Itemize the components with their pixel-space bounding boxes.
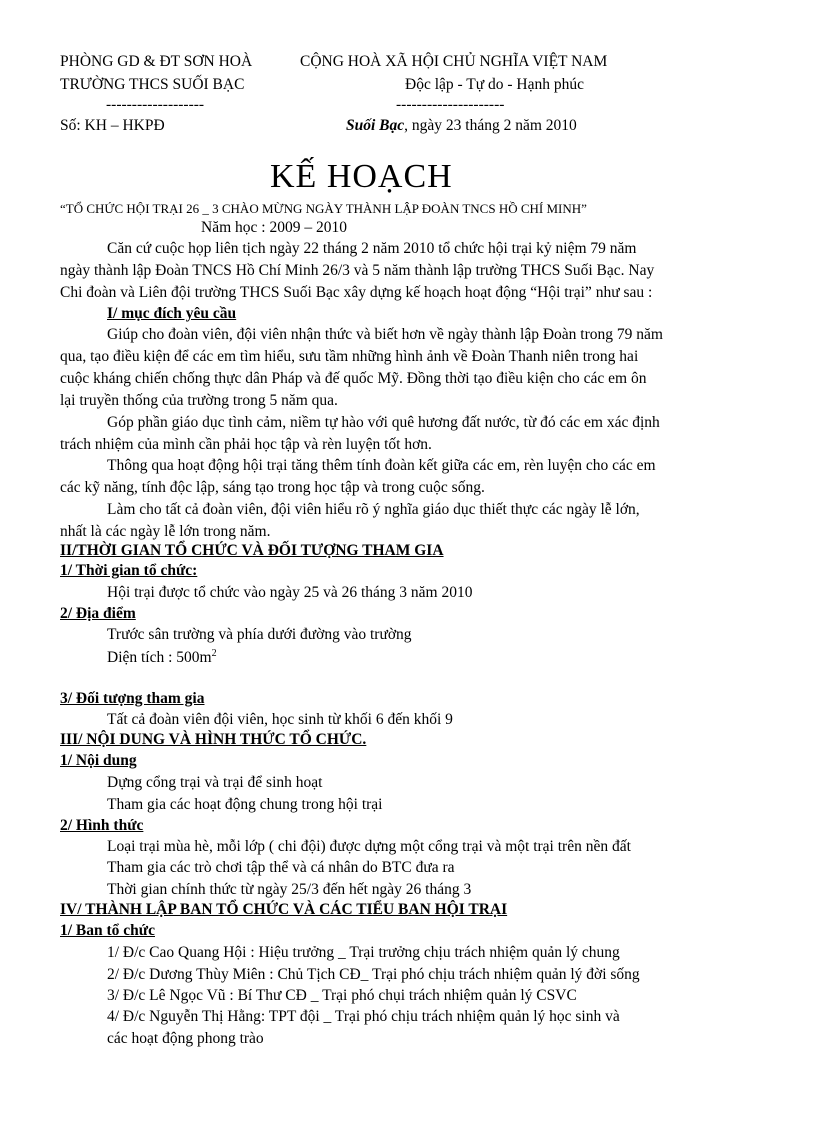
content-item-2: Tham gia các hoạt động chung trong hội trại bbox=[107, 796, 383, 813]
target-text: Tất cả đoàn viên đội viên, học sinh từ khối 6 đến khối 9 bbox=[107, 711, 453, 728]
committee-member-4-continuation: các hoạt động phong trào bbox=[107, 1030, 264, 1047]
committee-member-4: 4/ Đ/c Nguyễn Thị Hằng: TPT đội _ Trại phó chịu trách nhiệm quản lý học sinh và bbox=[107, 1008, 620, 1025]
content-item-1: Dựng cổng trại và trại để sinh hoạt bbox=[107, 774, 323, 791]
section-1-p2-line-1: Góp phần giáo dục tình cảm, niềm tự hào với quê hương đất nước, từ đó các em xác định bbox=[107, 414, 660, 431]
section-1-heading: I/ mục đích yêu cầu bbox=[107, 305, 237, 322]
section-1-p3-line-1: Thông qua hoạt động hội trại tăng thêm tính đoàn kết giữa các em, rèn luyện cho các em bbox=[107, 457, 656, 474]
section-3-heading: III/ NỘI DUNG VÀ HÌNH THỨC TỔ CHỨC. bbox=[60, 731, 367, 748]
area-unit-exponent: 2 bbox=[211, 648, 217, 659]
time-text: Hội trại được tổ chức vào ngày 25 và 26 tháng 3 năm 2010 bbox=[107, 584, 473, 601]
time-heading: 1/ Thời gian tổ chức: bbox=[60, 562, 198, 579]
committee-member-3: 3/ Đ/c Lê Ngọc Vũ : Bí Thư CĐ _ Trại phó chụi trách nhiệm quản lý CSVC bbox=[107, 987, 577, 1004]
department-name: PHÒNG GD & ĐT SƠN HOÀ bbox=[60, 53, 253, 70]
section-1-p4-line-1: Làm cho tất cả đoàn viên, đội viên hiểu rõ ý nghĩa giáo dục thiết thực các ngày lễ lớn, bbox=[107, 501, 640, 518]
section-4-heading: IV/ THÀNH LẬP BAN TỔ CHỨC VÀ CÁC TIỂU BAN HỘI TRẠI bbox=[60, 901, 508, 918]
motto: Độc lập - Tự do - Hạnh phúc bbox=[405, 76, 584, 93]
document-title: KẾ HOẠCH bbox=[270, 158, 453, 195]
left-divider: ------------------- bbox=[106, 96, 205, 113]
section-1-p4-line-2: nhất là các ngày lễ lớn trong năm. bbox=[60, 523, 271, 540]
intro-line-2: ngày thành lập Đoàn TNCS Hồ Chí Minh 26/3 và 5 năm thành lập trường THCS Suối Bạc. Nay bbox=[60, 262, 655, 279]
school-name: TRƯỜNG THCS SUỐI BẠC bbox=[60, 76, 245, 93]
intro-line-1: Căn cứ cuộc họp liên tịch ngày 22 tháng 2 năm 2010 tổ chức hội trại kỷ niệm 79 năm bbox=[107, 240, 637, 257]
section-1-p1-line-2: qua, tạo điều kiện để các em tìm hiểu, sưu tầm những hình ảnh về Đoàn Thanh niên trong hai bbox=[60, 348, 639, 365]
committee-member-2: 2/ Đ/c Dương Thùy Miên : Chủ Tịch CĐ_ Trại phó chịu trách nhiệm quản lý đời sống bbox=[107, 966, 640, 983]
section-1-p1-line-4: lại truyền thống của trường trong 5 năm qua. bbox=[60, 392, 338, 409]
school-year: Năm học : 2009 – 2010 bbox=[201, 219, 347, 236]
date-line bbox=[346, 117, 577, 135]
right-divider: --------------------- bbox=[396, 96, 505, 113]
section-1-p2-line-2: trách nhiệm của mình cần phải học tập và rèn luyện tốt hơn. bbox=[60, 436, 432, 453]
content-heading: 1/ Nội dung bbox=[60, 752, 137, 769]
committee-member-1: 1/ Đ/c Cao Quang Hội : Hiệu trưởng _ Trại trưởng chịu trách nhiệm quản lý chung bbox=[107, 944, 620, 961]
section-1-p3-line-2: các kỹ năng, tính độc lập, sáng tạo trong học tập và trong cuộc sống. bbox=[60, 479, 485, 496]
section-1-p1-line-3: cuộc kháng chiến chống thực dân Pháp và đế quốc Mỹ. Đồng thời tạo điều kiện cho các em ôn bbox=[60, 370, 647, 387]
form-item-1: Loại trại mùa hè, mỗi lớp ( chi đội) được dựng một cổng trại và một trại trên nền đất bbox=[107, 838, 631, 855]
document-subtitle: “TỔ CHỨC HỘI TRẠI 26 _ 3 CHÀO MỪNG NGÀY THÀNH LẬP ĐOÀN TNCS HỒ CHÍ MINH” bbox=[60, 201, 587, 216]
area-value: Diện tích : 500m bbox=[107, 649, 212, 667]
national-title: CỘNG HOÀ XÃ HỘI CHỦ NGHĨA VIỆT NAM bbox=[300, 53, 608, 70]
form-item-2: Tham gia các trò chơi tập thể và cá nhân do BTC đưa ra bbox=[107, 859, 455, 876]
place-text: Trước sân trường và phía dưới đường vào trường bbox=[107, 626, 412, 643]
date-text: , ngày 23 tháng 2 năm 2010 bbox=[404, 117, 577, 134]
document-number: Số: KH – HKPĐ bbox=[60, 117, 165, 134]
intro-line-3: Chi đoàn và Liên đội trường THCS Suối Bạc xây dựng kế hoạch hoạt động “Hội trại” như sau : bbox=[60, 284, 653, 301]
place-name: Suối Bạc bbox=[346, 117, 405, 134]
place-heading: 2/ Địa điểm bbox=[60, 605, 136, 622]
area-text bbox=[107, 648, 217, 667]
section-2-heading: II/THỜI GIAN TỔ CHỨC VÀ ĐỐI TƯỢNG THAM GIA bbox=[60, 542, 444, 559]
target-heading: 3/ Đối tượng tham gia bbox=[60, 690, 205, 707]
section-1-p1-line-1: Giúp cho đoàn viên, đội viên nhận thức và biết hơn về ngày thành lập Đoàn trong 79 năm bbox=[107, 326, 663, 343]
committee-heading: 1/ Ban tổ chức bbox=[60, 922, 155, 939]
form-heading: 2/ Hình thức bbox=[60, 817, 144, 834]
form-item-3: Thời gian chính thức từ ngày 25/3 đến hết ngày 26 tháng 3 bbox=[107, 881, 472, 898]
